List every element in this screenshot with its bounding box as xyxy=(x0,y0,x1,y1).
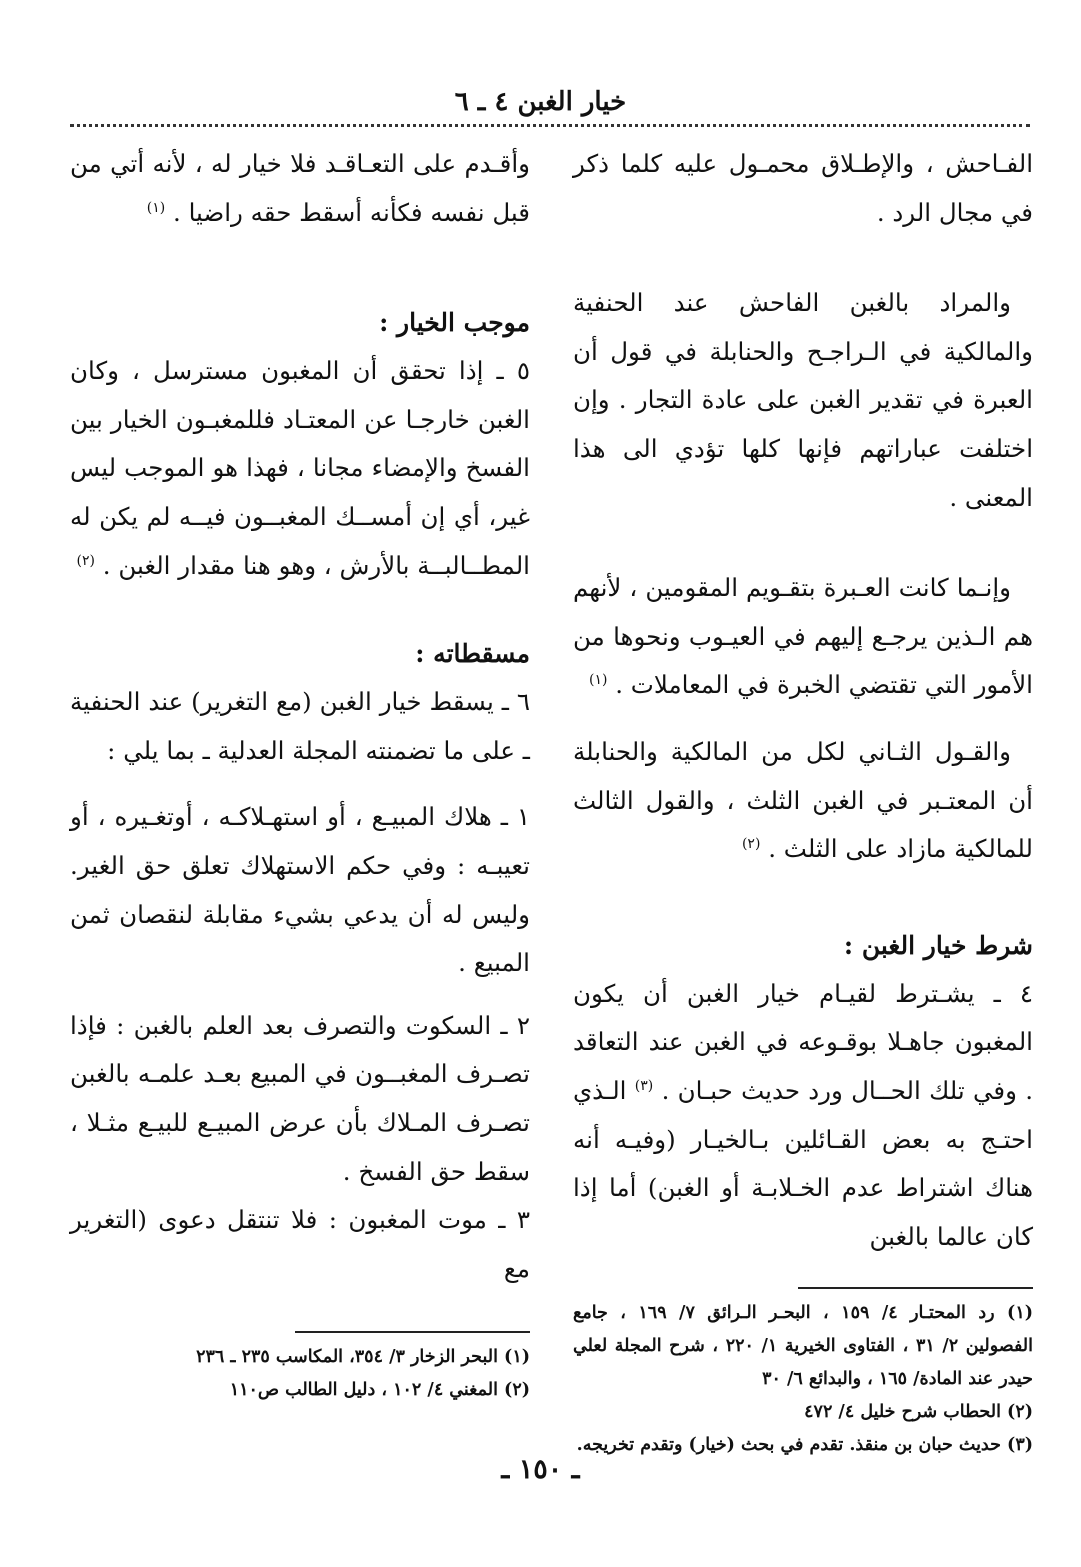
right-column xyxy=(573,140,1034,1456)
section-heading-voiders: مسقطاته : xyxy=(415,639,530,669)
left-paragraph-6: ٣ ـ موت المغبون : فلا تنتقل دعوى (التغرير مع xyxy=(70,1205,530,1283)
left-paragraph-1-text: وأقـدم على التعـاقـد فلا خيار له ، لأنه أتي من قبل نفسه فكأنه أسقط حقه راضيا . xyxy=(70,149,530,227)
footnote-ref: (٣) xyxy=(634,1077,654,1094)
section-heading-obligation: موجب الخيار : xyxy=(379,308,530,338)
left-column xyxy=(70,140,530,1440)
page-number: ـ ١٥٠ ـ xyxy=(501,1454,580,1485)
right-paragraph-1: الفـاحش ، والإطـلاق محمـول عليه كلما ذكر في مجال الرد . xyxy=(573,149,1033,227)
right-paragraph-5b-text: الـذي احتـج به بعض القـائلين بـالخيـار (وفيـه أنه هناك اشتراط عدم الخـلابـة أو الغبن) أما إذا كان عالما بالغبن xyxy=(573,1075,1034,1251)
right-paragraph-4-text: والقـول الثـاني لكل من المالكية والحنابلة أن المعتـبر في الغبن الثلث ، والقول الثالث للمالكية مازاد على الثلث . xyxy=(573,736,1033,864)
footnote-ref: (٢) xyxy=(76,552,95,569)
footnote-ref: (١) xyxy=(146,199,166,216)
footnote-item: (١) البحر الزخار ٣/ ٣٥٤، المكاسب ٢٣٥ ـ ٢٣٦ xyxy=(196,1347,530,1368)
right-paragraph-4 xyxy=(573,728,1033,874)
right-paragraph-3-text: وإنـما كانت العـبرة بتقـويم المقومين ، لأنهم هم الـذين يرجـع إليهم في العيـوب ونحوها من الأمور التي تقتضي الخبرة في المعاملات . xyxy=(573,573,1033,700)
right-paragraph-3 xyxy=(573,564,1033,710)
footnote-ref: (٢) xyxy=(741,835,761,852)
footnote-item: (٣) حديث حبان بن منقذ. تقدم في بحث (خيار) وتقدم تخريجه. xyxy=(576,1435,1033,1456)
page-header-title: خيار الغبن ٤ ـ ٦ xyxy=(454,87,627,117)
footnote-ref: (١) xyxy=(588,672,608,689)
section-heading-condition: شرط خيار الغبن : xyxy=(843,930,1033,960)
right-paragraph-5a-text: ٤ ـ يشـترط لقيـام خيار الغبن أن يكون المغبون جاهـلا بوقـوعه في الغبن عند التعاقد . وفي تلك الحــال ورد حديث حبـان . xyxy=(573,978,1034,1105)
footnote-rule xyxy=(798,1287,1033,1289)
header-dotted-rule xyxy=(70,124,1030,127)
left-paragraph-4: ١ ـ هلاك المبيـع ، أو استهـلاكـه ، أوتغـيره ، أو تعيبـه : وفي حكم الاستهلاك تعلق حق الغير. وليس له أن يدعي بشيء مقابلة لنقصان ثمن المبيع . xyxy=(70,802,530,978)
right-paragraph-5 xyxy=(573,970,1033,1262)
left-paragraph-3: ٦ ـ يسقط خيار الغبن (مع التغرير) عند الحنفية ـ على ما تضمنته المجلة العدلية ـ بما يلي : xyxy=(70,687,530,765)
left-paragraph-1 xyxy=(70,140,530,237)
footnote-item: (٢) المغني ٤/ ١٠٢ ، دليل الطالب ص١١٠ xyxy=(229,1380,530,1401)
footnote-item: (٢) الحطاب شرح خليل ٤/ ٤٧٢ xyxy=(804,1402,1033,1423)
left-paragraph-2-text: ٥ ـ إذا تحقق أن المغبون مسترسل ، وكان الغبن خارجـا عن المعتـاد فللمغبـون الخيار بين الفسخ والإمضاء مجانا ، فهذا هو الموجب ليس غير، أي إن أمســك المغبــون فيــه لم يكن له المطــالبــة بالأرش ، وهو هنا مقدار الغبن . xyxy=(70,356,530,580)
left-paragraph-2 xyxy=(70,347,530,590)
right-paragraph-2: والمراد بالغبن الفاحش عند الحنفية والمالكية في الـراجـح والحنابلة في قول أن العبرة في تقدير الغبن على عادة التجار . وإن اختلفت عباراتهم فإنها كلها تؤدي الى هذا المعنى . xyxy=(573,288,1033,512)
left-paragraph-5: ٢ ـ السكوت والتصرف بعد العلم بالغبن : فإذا تصـرف المغبــون في المبيع بعـد علمـه بالغبن تصـرف المـلاك بأن عرض المبيـع للبيـع مثـلا ، سقط حق الفسخ . xyxy=(70,1010,530,1186)
footnote-rule xyxy=(295,1331,530,1333)
footnote-item: (١) رد المحتـار ٤/ ١٥٩ ، البحـر الـرائق ٧/ ١٦٩ ، جامع الفصولين ٢/ ٣١ ، الفتاوى الخيرية ١/ ٢٢٠ ، شرح المجلة لعلي حيدر عند المادة/ ١٦٥ ، والبدائع ٦/ ٣٠ xyxy=(573,1303,1033,1390)
